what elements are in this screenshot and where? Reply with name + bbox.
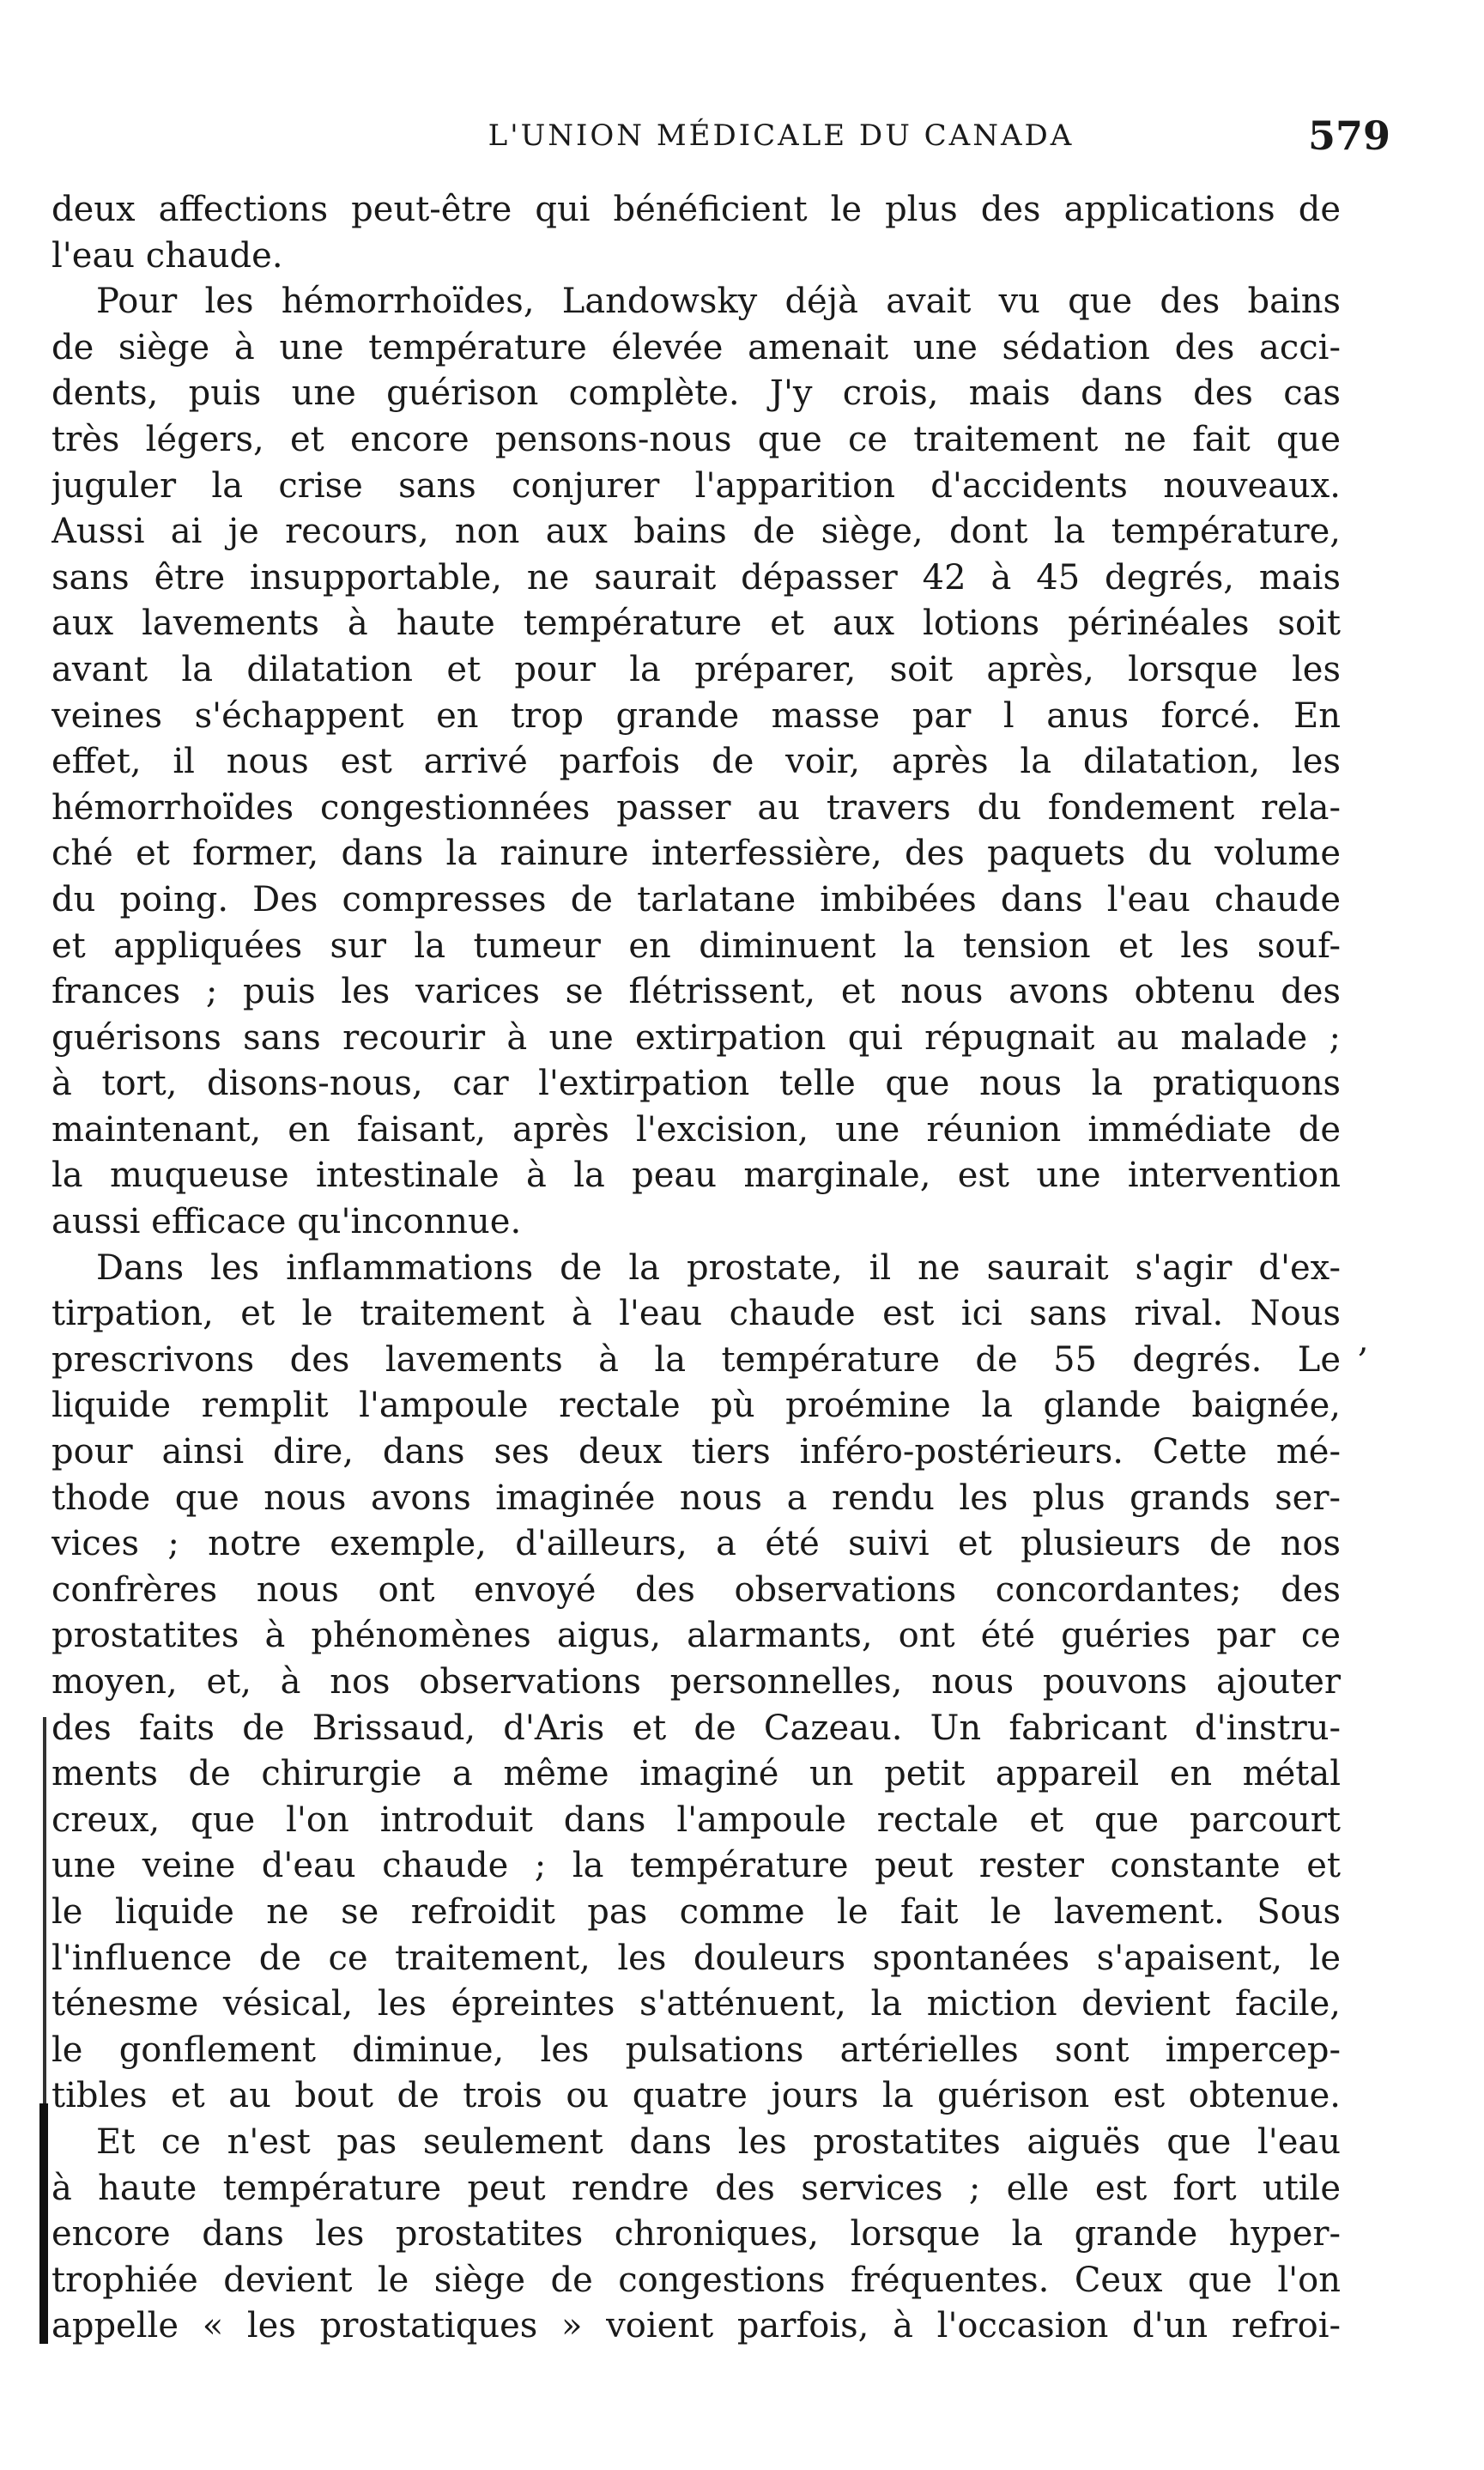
text-line: l'influence de ce traitement, les douleurs spontanées s'apaisent, le: [51, 1938, 1341, 1978]
text-line: maintenant, en faisant, après l'excision, une réunion immédiate de: [51, 1109, 1341, 1150]
text-line: trophiée devient le siège de congestions fréquentes. Ceux que l'on: [51, 2260, 1341, 2300]
text-line: Dans les inflammations de la prostate, il ne saurait s'agir d'ex-: [96, 1247, 1341, 1288]
text-line: effet, il nous est arrivé parfois de voir, après la dilatation, les: [51, 742, 1341, 782]
text-line: sans être insupportable, ne saurait dépasser 42 à 45 degrés, mais: [51, 557, 1341, 598]
text-line: la muqueuse intestinale à la peau marginale, est une intervention: [51, 1156, 1341, 1196]
text-line: ténesme vésical, les épreintes s'atténuent, la miction devient facile,: [51, 1984, 1341, 2024]
running-head: [51, 110, 1390, 161]
text-line: tirpation, et le traitement à l'eau chaude est ici sans rival. Nous: [51, 1294, 1341, 1334]
text-line: frances ; puis les varices se flétrissent, et nous avons obtenu des: [51, 972, 1341, 1012]
text-line: le liquide ne se refroidit pas comme le fait le lavement. Sous: [51, 1891, 1341, 1932]
margin-rule-thick: [39, 2103, 48, 2344]
text-line: appelle « les prostatiques » voient parfois, à l'occasion d'un refroi-: [51, 2306, 1341, 2346]
text-line: à haute température peut rendre des services ; elle est fort utile: [51, 2168, 1341, 2208]
text-line: vices ; notre exemple, d'ailleurs, a été suivi et plusieurs de nos: [51, 1524, 1341, 1564]
text-line: encore dans les prostatites chroniques, lorsque la grande hyper-: [51, 2214, 1341, 2255]
text-line: veines s'échappent en trop grande masse par l anus forcé. En: [51, 695, 1341, 736]
text-line: confrères nous ont envoyé des observations concordantes; des: [51, 1569, 1341, 1610]
text-line: tibles et au bout de trois ou quatre jours la guérison est obtenue.: [51, 2076, 1341, 2116]
text-line: ché et former, dans la rainure interfessière, des paquets du volume: [51, 834, 1341, 874]
text-line: prescrivons des lavements à la température de 55 degrés. Le: [51, 1339, 1341, 1380]
text-line: liquide remplit l'ampoule rectale pù proémine la glande baignée,: [51, 1386, 1341, 1426]
text-line: pour ainsi dire, dans ses deux tiers inféro-postérieurs. Cette mé-: [51, 1432, 1341, 1472]
text-line: le gonflement diminue, les pulsations artérielles sont impercep-: [51, 2030, 1341, 2070]
text-line: guérisons sans recourir à une extirpation qui répugnait au malade ;: [51, 1017, 1341, 1058]
text-line: très légers, et encore pensons-nous que ce traitement ne fait que: [51, 419, 1341, 459]
page-number: 579: [1307, 112, 1390, 159]
text-line: juguler la crise sans conjurer l'apparition d'accidents nouveaux.: [51, 465, 1341, 506]
text-line: avant la dilatation et pour la préparer, soit après, lorsque les: [51, 649, 1341, 689]
journal-title: L'UNION MÉDICALE DU CANADA: [488, 118, 1075, 153]
margin-mark: ,: [1358, 1320, 1369, 1360]
text-line: Aussi ai je recours, non aux bains de siège, dont la température,: [51, 512, 1341, 552]
text-line: aux lavements à haute température et aux lotions périnéales soit: [51, 604, 1341, 644]
text-line: l'eau chaude.: [51, 235, 283, 276]
text-line: ments de chirurgie a même imaginé un petit appareil en métal: [51, 1754, 1341, 1794]
text-line: une veine d'eau chaude ; la température peut rester constante et: [51, 1846, 1341, 1886]
text-line: des faits de Brissaud, d'Aris et de Cazeau. Un fabricant d'instru-: [51, 1708, 1341, 1748]
text-line: et appliquées sur la tumeur en diminuent la tension et les souf-: [51, 925, 1341, 966]
text-line: creux, que l'on introduit dans l'ampoule rectale et que parcourt: [51, 1799, 1341, 1840]
text-line: hémorrhoïdes congestionnées passer au travers du fondement rela-: [51, 787, 1341, 828]
text-line: deux affections peut-être qui bénéficient le plus des applications de: [51, 190, 1341, 229]
text-line: dents, puis une guérison complète. J'y crois, mais dans des cas: [51, 373, 1341, 414]
text-line: Pour les hémorrhoïdes, Landowsky déjà avait vu que des bains: [96, 282, 1341, 322]
text-line: thode que nous avons imaginée nous a rendu les plus grands ser-: [51, 1478, 1341, 1518]
text-line: prostatites à phénomènes aigus, alarmants, ont été guéries par ce: [51, 1616, 1341, 1656]
text-line: à tort, disons-nous, car l'extirpation telle que nous la pratiquons: [51, 1064, 1341, 1104]
text-line: du poing. Des compresses de tarlatane imbibées dans l'eau chaude: [51, 879, 1341, 919]
text-line: de siège à une température élevée amenait une sédation des acci-: [51, 327, 1341, 367]
text-line: moyen, et, à nos observations personnelles, nous pouvons ajouter: [51, 1662, 1341, 1702]
body-text: [51, 187, 1341, 2350]
text-line: Et ce n'est pas seulement dans les prostatites aiguës que l'eau: [96, 2121, 1341, 2162]
text-line: aussi efficace qu'inconnue.: [51, 1202, 522, 1242]
